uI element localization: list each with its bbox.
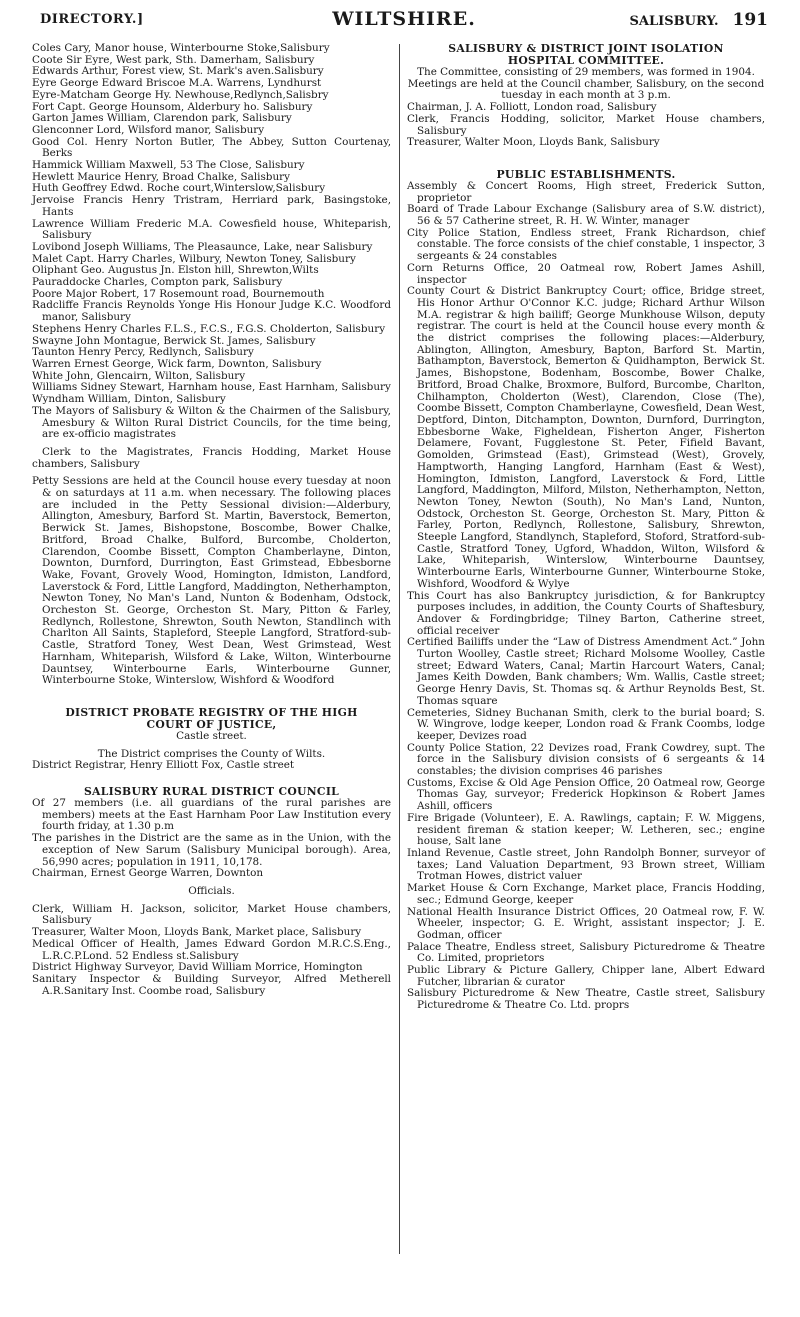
isolation-heading-2: HOSPITAL COMMITTEE. <box>507 54 665 67</box>
committee-entry: Treasurer, Walter Moon, Lloyds Bank, Salisbury <box>407 136 660 149</box>
establishment-entry: This Court has also Bankruptcy jurisdiction, & for Bankruptcy purposes includes, in addition, the County Courts of Shaftesbury, Andover & Fordingbridge; Tilney Barton, Catherine street, official receiver <box>407 589 765 637</box>
magistrate-entry: Pauraddocke Charles, Compton park, Salisbury <box>32 276 283 289</box>
official-entry: Sanitary Inspector & Building Surveyor, Alfred Metherell A.R.Sanitary Inst. Coombe road, Salisbury <box>32 972 391 997</box>
rural-council-para: The parishes in the District are the same as in the Union, with the exception of New Sarum (Salisbury Municipal borough). Area, 56,990 acres; population in 1911, 10,178. <box>32 832 391 868</box>
rural-council-chairman: Chairman, Ernest George Warren, Downton <box>32 867 264 880</box>
probate-heading-1: DISTRICT PROBATE REGISTRY OF THE HIGH <box>65 705 358 719</box>
official-entry: Treasurer, Walter Moon, Lloyds Bank, Market place, Salisbury <box>32 926 362 939</box>
magistrate-entry: Eyre George Edward Briscoe M.A. Warrens, Lyndhurst <box>32 77 322 90</box>
magistrate-entry: Coote Sir Eyre, West park, Sth. Damerham, Salisbury <box>32 53 315 66</box>
magistrate-entry: Lawrence William Frederic M.A. Cowesfield house, Whiteparish, Salisbury <box>32 217 391 242</box>
establishment-entry: National Health Insurance District Offices, 20 Oatmeal row, F. W. Wheeler, inspector; G. E. Wright, assistant inspector; J. E. Godman, officer <box>407 905 765 941</box>
establishment-entry: County Police Station, 22 Devizes road, Frank Cowdrey, supt. The force in the Salisbury division consists of 6 sergeants & 14 constables; the division comprises 46 parishes <box>407 741 765 778</box>
magistrate-entry: Garton James William, Clarendon park, Salisbury <box>32 112 292 125</box>
isolation-entries <box>407 102 765 149</box>
magistrate-entry: Huth Geoffrey Edwd. Roche court,Winterslow,Salisbury <box>32 182 326 195</box>
rural-council-heading: SALISBURY RURAL DISTRICT COUNCIL <box>83 785 340 799</box>
establishment-entry: Public Library & Picture Gallery, Chipper lane, Albert Edward Futcher, librarian & curator <box>407 964 765 988</box>
probate-address: Castle street. <box>176 729 247 742</box>
committee-entry: Chairman, J. A. Folliott, London road, Salisbury <box>407 101 657 114</box>
magistrate-entry: The Mayors of Salisbury & Wilton & the Chairmen of the Salisbury, Amesbury & Wilton Rural District Councils, for the time being, are ex-officio magistrates <box>32 404 391 441</box>
isolation-meetings: Meetings are held at the Council chamber, Salisbury, on the second tuesday in each month at 3 p.m. <box>407 77 765 102</box>
magistrate-entry: Jervoise Francis Henry Tristram, Herriard park, Basingstoke, Hants <box>32 194 391 218</box>
establishment-entry: Market House & Corn Exchange, Market place, Francis Hodding, sec.; Edmund George, keeper <box>407 882 765 906</box>
magistrate-entry: Good Col. Henry Norton Butler, The Abbey, Sutton Courtenay, Berks <box>32 135 391 160</box>
establishment-entry: Fire Brigade (Volunteer), E. A. Rawlings, captain; F. W. Miggens, resident fireman & station keeper; W. Letheren, sec.; engine house, Salt lane <box>407 811 765 848</box>
magistrate-entry: Poore Major Robert, 17 Rosemount road, Bournemouth <box>32 287 325 300</box>
magistrate-entry: Hewlett Maurice Henry, Broad Chalke, Salisbury <box>32 170 290 183</box>
page-number: 191 <box>732 10 768 30</box>
official-entry: District Highway Surveyor, David William Morrice, Homington <box>32 961 363 974</box>
running-head-left: DIRECTORY.] <box>40 12 144 27</box>
magistrate-entry: Eyre-Matcham George Hy. Newhouse,Redlynch,Salisbry <box>32 88 329 101</box>
magistrate-entry: Taunton Henry Percy, Redlynch, Salisbury <box>32 346 254 359</box>
public-establishments-list <box>407 181 765 1012</box>
magistrates-list <box>32 43 391 441</box>
right-column <box>407 43 765 1012</box>
establishment-entry: Board of Trade Labour Exchange (Salisbury area of S.W. district), 56 & 57 Catherine street, R. H. W. Winter, manager <box>407 203 765 228</box>
running-head-right <box>630 10 768 30</box>
rural-council-para: Of 27 members (i.e. all guardians of the rural parishes are members) meets at the East Harnham Poor Law Institution every fourth friday, at 1.30 p.m <box>32 797 391 833</box>
magistrate-entry: Williams Sidney Stewart, Harnham house, East Harnham, Salisbury <box>32 381 391 394</box>
magistrate-entry: Glenconner Lord, Wilsford manor, Salisbury <box>32 123 265 136</box>
isolation-formed: The Committee, consisting of 29 members, was formed in 1904. <box>417 66 755 78</box>
officials-heading: Officials. <box>188 885 235 897</box>
petty-sessions: Petty Sessions are held at the Council house every tuesday at noon & on saturdays at 11 a.m. when necessary. The following places are included in the Petty Sessional division:—Alderbury, Allington, Amesbury, Barford St. Martin, Baverstock, Bemerton, Berwick St. James, Bishopstone, Boscombe, Bower Chalke, Britford, Broad Chalke, Bulford, Burcombe, Cholderton, Clarendon, Coombe Bissett, Compton Chamberlayne, Dinton, Downton, Durnford, Durrington, East Grimstead, Ebbesborne Wake, Fovant, Grovely Wood, Homington, Idmiston, Landford, Laverstock & Ford, Little Langford, Maddington, Netherhampton, Newton Toney, No Man's Land, Nunton & Bodenham, Odstock, Orcheston St. George, Orcheston St. Mary, Pitton & Farley, Redlynch, Rollestone, Shrewton, South Newton, Standlinch with Charlton All Saints, Stapleford, Steeple Langford, Stratford-sub-Castle, Stratford Toney, West Dean, West Grimstead, West Harnham, Whiteparish, Wilsford & Lake, Wilton, Winterbourne Dauntsey, Winterbourne Earls, Winterbourne Gunner, Winterbourne Stoke, Winterslow, Wishford & Woodford <box>32 475 391 687</box>
establishment-entry: City Police Station, Endless street, Frank Richardson, chief constable. The force consists of the chief constable, 1 inspector, 3 sergeants & 24 constables <box>407 226 765 263</box>
magistrate-entry: Wyndham William, Dinton, Salisbury <box>32 393 226 406</box>
magistrate-entry: Lovibond Joseph Williams, The Pleasaunce, Lake, near Salisbury <box>32 240 373 253</box>
establishment-entry: Certified Bailiffs under the “Law of Distress Amendment Act.” John Turton Woolley, Castle street; Richard Molsome Woolley, Castle street; Edward Waters, Canal; Martin Harcourt Waters, Canal; James Keith Dowden, Bank chambers; Wm. Wallis, Castle street; George Henry Davis, St. Thomas sq. & Arthur Reynolds Best, St. Thomas square <box>407 636 765 707</box>
establishment-entry: Customs, Excise & Old Age Pension Office, 20 Oatmeal row, George Thomas Gay, surveyor; Frederick Hopkinson & Robert James Ashill, officers <box>407 776 765 813</box>
probate-heading-2: COURT OF JUSTICE, <box>146 717 277 731</box>
establishment-entry: Cemeteries, Sidney Buchanan Smith, clerk to the burial board; S. W. Wingrove, lodge keeper, London road & Frank Coombs, lodge keeper, Devizes road <box>407 706 765 742</box>
page-header <box>40 8 768 30</box>
probate-district: The District comprises the County of Wilts. <box>97 747 326 760</box>
establishment-entry: County Court & District Bankruptcy Court; office, Bridge street, His Honor Arthur O'Connor K.C. judge; Richard Arthur Wilson M.A. registrar & high bailiff; George Munkhouse Wilson, deputy registrar. The court is held at the Council house every month & the district comprises the following places:—Alderbury, Ablington, Allington, Amesbury, Bapton, Barford St. Martin, Bathampton, Baverstock, Bemerton & Quidhampton, Berwick St. James, Bishopstone, Bodenham, Boscombe, Bower Chalke, Britford, Broad Chalke, Broxmore, Bulford, Burcombe, Charlton, Chilhampton, Cholderton (West), Clarendon, Close (The), Coombe Bissett, Compton Chamberlayne, Cowesfield, Dean West, Deptford, Dinton, Ditchampton, Downton, Durnford, Durrington, Ebbesborne Wake, Figheldean, Fisherton Anger, Fisherton Delamere, Fovant, Fugglestone St. Peter, Fifield Bavant, Gomolden, Grimstead (East), Grimstead (West), Grovely, Hamptworth, Hanging Langford, Harnham (East & West), Homington, Idmiston, Langford, Laverstock & Ford, Little Langford, Maddington, Milford, Milston, Netherhampton, Netton, Newton Toney, Newton (South), No Man's Land, Nunton, Odstock, Orcheston St. George, Orcheston St. Mary, Pitton & Farley, Porton, Redlynch, Rollestone, Salisbury, Shrewton, Steeple Langford, Standlynch, Stapleford, Stoford, Stratford-sub-Castle, Stratford Toney, Ugford, Whaddon, Wilton, Wilsford & Lake, Whiteparish, Winterslow, Winterbourne Dauntsey, Winterbourne Earls, Winterbourne Gunner, Winterbourne Stoke, Wishford, Woodford & Wylye <box>407 285 765 590</box>
officials-list <box>32 904 391 998</box>
establishment-entry: Salisbury Picturedrome & New Theatre, Castle street, Salisbury Picturedrome & Theatre Co. Ltd. proprs <box>407 987 765 1012</box>
isolation-heading-1: SALISBURY & DISTRICT JOINT ISOLATION <box>448 42 724 55</box>
magistrate-entry: Radcliffe Francis Reynolds Yonge His Honour Judge K.C. Woodford manor, Salisbury <box>32 299 391 324</box>
establishment-entry: Assembly & Concert Rooms, High street, Frederick Sutton, proprietor <box>407 179 765 204</box>
running-head-county: WILTSHIRE. <box>332 8 476 30</box>
official-entry: Clerk, William H. Jackson, solicitor, Market House chambers, Salisbury <box>32 902 391 927</box>
magistrate-entry: Swayne John Montague, Berwick St. James, Salisbury <box>32 334 316 347</box>
magistrate-entry: Stephens Henry Charles F.L.S., F.C.S., F.G.S. Cholderton, Salisbury <box>32 322 386 335</box>
clerk-to-magistrates: Clerk to the Magistrates, Francis Hodding, Market House chambers, Salisbury <box>32 445 391 470</box>
magistrate-entry: Fort Capt. George Hounsom, Alderbury ho. Salisbury <box>32 100 313 113</box>
establishment-entry: Corn Returns Office, 20 Oatmeal row, Robert James Ashill, inspector <box>407 261 765 286</box>
column-divider <box>399 44 400 1254</box>
official-entry: Medical Officer of Health, James Edward Gordon M.R.C.S.Eng., L.R.C.P.Lond. 52 Endless st.Salisbury <box>32 937 391 962</box>
committee-entry: Clerk, Francis Hodding, solicitor, Market House chambers, Salisbury <box>407 112 765 137</box>
magistrate-entry: Malet Capt. Harry Charles, Wilbury, Newton Toney, Salisbury <box>32 252 356 265</box>
establishment-entry: Inland Revenue, Castle street, John Randolph Bonner, surveyor of taxes; Land Valuation Department, 93 Brown street, William Trotman Howes, district valuer <box>407 847 765 883</box>
running-head-town: SALISBURY. <box>629 14 719 29</box>
magistrate-entry: Hammick William Maxwell, 53 The Close, Salisbury <box>32 159 305 172</box>
magistrate-entry: Oliphant Geo. Augustus Jn. Elston hill, Shrewton,Wilts <box>32 264 319 277</box>
magistrate-entry: White John, Glencairn, Wilton, Salisbury <box>32 369 246 382</box>
left-column <box>32 43 391 997</box>
public-establishments-heading: PUBLIC ESTABLISHMENTS. <box>496 167 676 181</box>
establishment-entry: Palace Theatre, Endless street, Salisbury Picturedrome & Theatre Co. Limited, proprietors <box>407 940 765 965</box>
magistrate-entry: Warren Ernest George, Wick farm, Downton, Salisbury <box>32 357 322 370</box>
magistrate-entry: Coles Cary, Manor house, Winterbourne Stoke,Salisbury <box>32 42 330 54</box>
magistrate-entry: Edwards Arthur, Forest view, St. Mark's aven.Salisbury <box>32 65 324 78</box>
probate-registrar: District Registrar, Henry Elliott Fox, Castle street <box>32 759 295 772</box>
